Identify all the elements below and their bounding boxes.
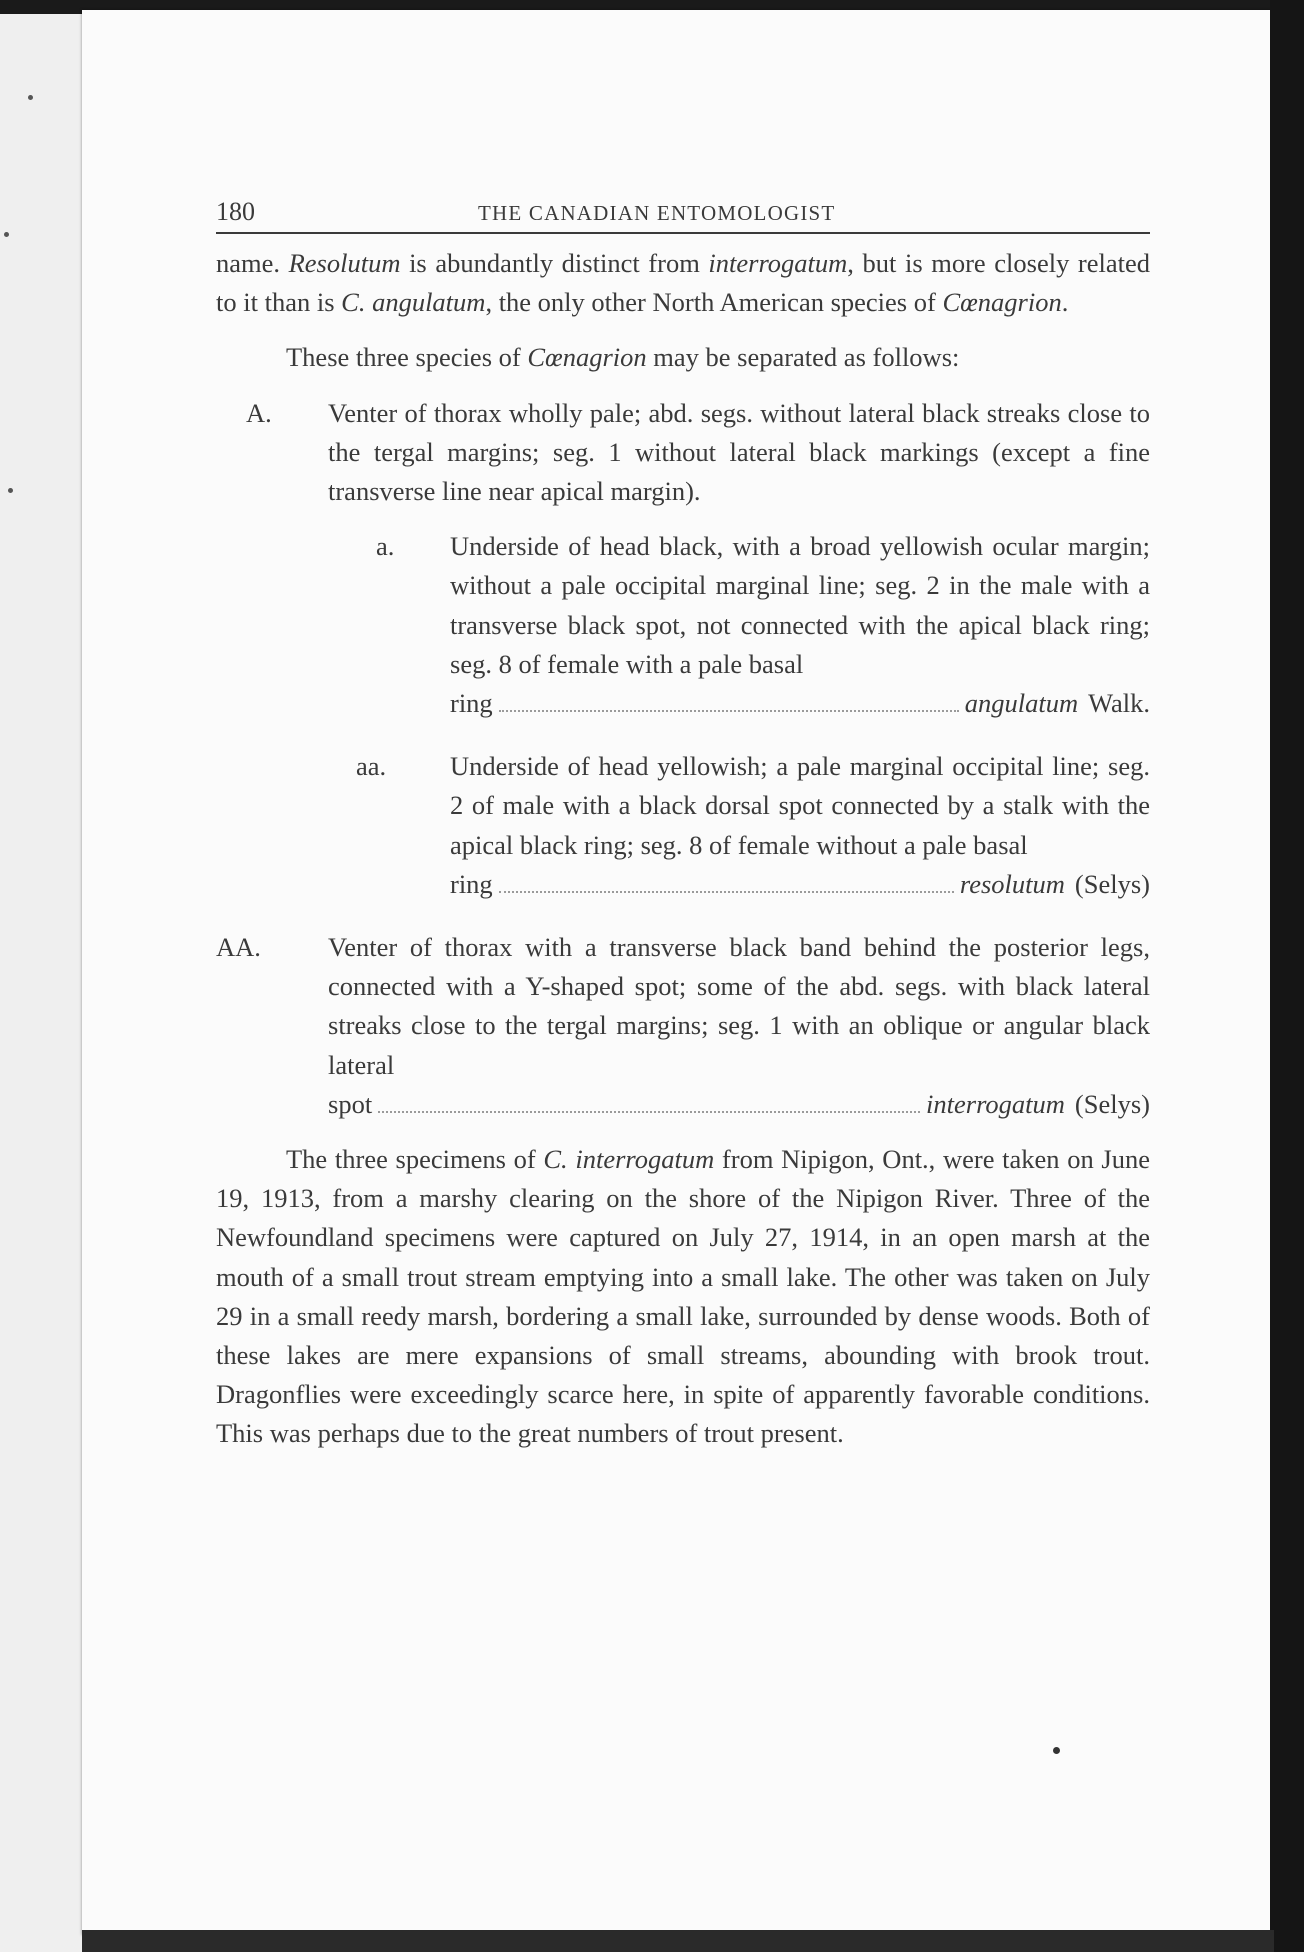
key-label: A. [246, 397, 272, 428]
closing-paragraph: The three specimens of C. interrogatum from Nipigon, Ont., were taken on June 19, 1913, from a marshy clearing on the shore of the Nipigon River. Three of the Newfoundland specimens were captured on July 27, 1914, in an open marsh at the mouth of a small trout stream emptying into a small lake. The other was taken on July 29 in a small reedy marsh, bordering a small lake, surrounded by dense woods. Both of these lakes are mere expansions of small streams, abounding with brook trout. Dragonflies were exceedingly scarce here, in spite of apparently favorable conditions. This was perhaps due to the great numbers of trout present. [216, 1144, 1151, 1449]
dot-leader [499, 710, 959, 712]
species-name: interrogatum [926, 1088, 1065, 1119]
key-text: Venter of thorax wholly pale; abd. segs. without lateral black streaks close to the tergal margins; seg. 1 without lateral black markings (except a fine transverse line near apical margin). [328, 397, 1150, 507]
page-binding-edge [1270, 0, 1304, 1952]
species-name: resolutum [959, 868, 1065, 899]
key-couplet-aa [216, 747, 1150, 904]
key-text: Venter of thorax with a transverse black band behind the posterior legs, connected with a Y-shaped spot; some of the abd. segs. with black lateral streaks close to the tergal margins; seg. 1 with an oblique or angular black lateral [328, 932, 1150, 1080]
key-couplet-AA [216, 928, 1150, 1124]
page-bottom-edge [82, 1930, 1274, 1952]
scan-speck [28, 95, 33, 100]
journal-title: THE CANADIAN ENTOMOLOGIST [478, 201, 836, 225]
species-authority: (Selys) [1074, 868, 1150, 899]
dot-leader [378, 1111, 920, 1113]
page-content [216, 188, 1150, 1454]
key-couplet-a [216, 527, 1150, 723]
intro-paragraph: name. Resolutum is abundantly distinct from interrogatum, but is more closely related to it than is C. angulatum, the only other North American species of Cœnagrion. [216, 248, 1151, 318]
page-number: 180 [216, 197, 255, 226]
key-label: a. [376, 531, 395, 562]
species-line-angulatum: ring angulatum Walk. [450, 684, 1150, 723]
dot-leader [499, 891, 954, 893]
key-text: Underside of head black, with a broad yellowish ocular margin; without a pale occipital marginal line; seg. 2 in the male with a transverse black spot, not connected with the apical black ring; seg. 8 of female with a pale basal [450, 531, 1150, 679]
species-authority: (Selys) [1074, 1088, 1150, 1119]
species-line-interrogatum: spot interrogatum (Selys) [328, 1085, 1150, 1124]
scan-background-left [0, 0, 90, 1952]
key-label: AA. [216, 932, 261, 963]
scan-speck [8, 488, 13, 493]
key-text: Underside of head yellowish; a pale marginal occipital line; seg. 2 of male with a black dorsal spot connected by a stalk with the apical black ring; seg. 8 of female without a pale basal [450, 751, 1150, 860]
key-label: aa. [356, 751, 387, 782]
key-lead-paragraph: These three species of Cœnagrion may be separated as follows: [286, 342, 960, 373]
species-name: angulatum [964, 688, 1079, 719]
stray-ink-dot [1053, 1747, 1060, 1754]
running-head [216, 188, 1150, 232]
scan-speck [4, 232, 9, 237]
species-authority: Walk. [1088, 688, 1150, 719]
key-couplet-A [216, 394, 1150, 512]
species-line-resolutum: ring resolutum (Selys) [450, 865, 1150, 904]
